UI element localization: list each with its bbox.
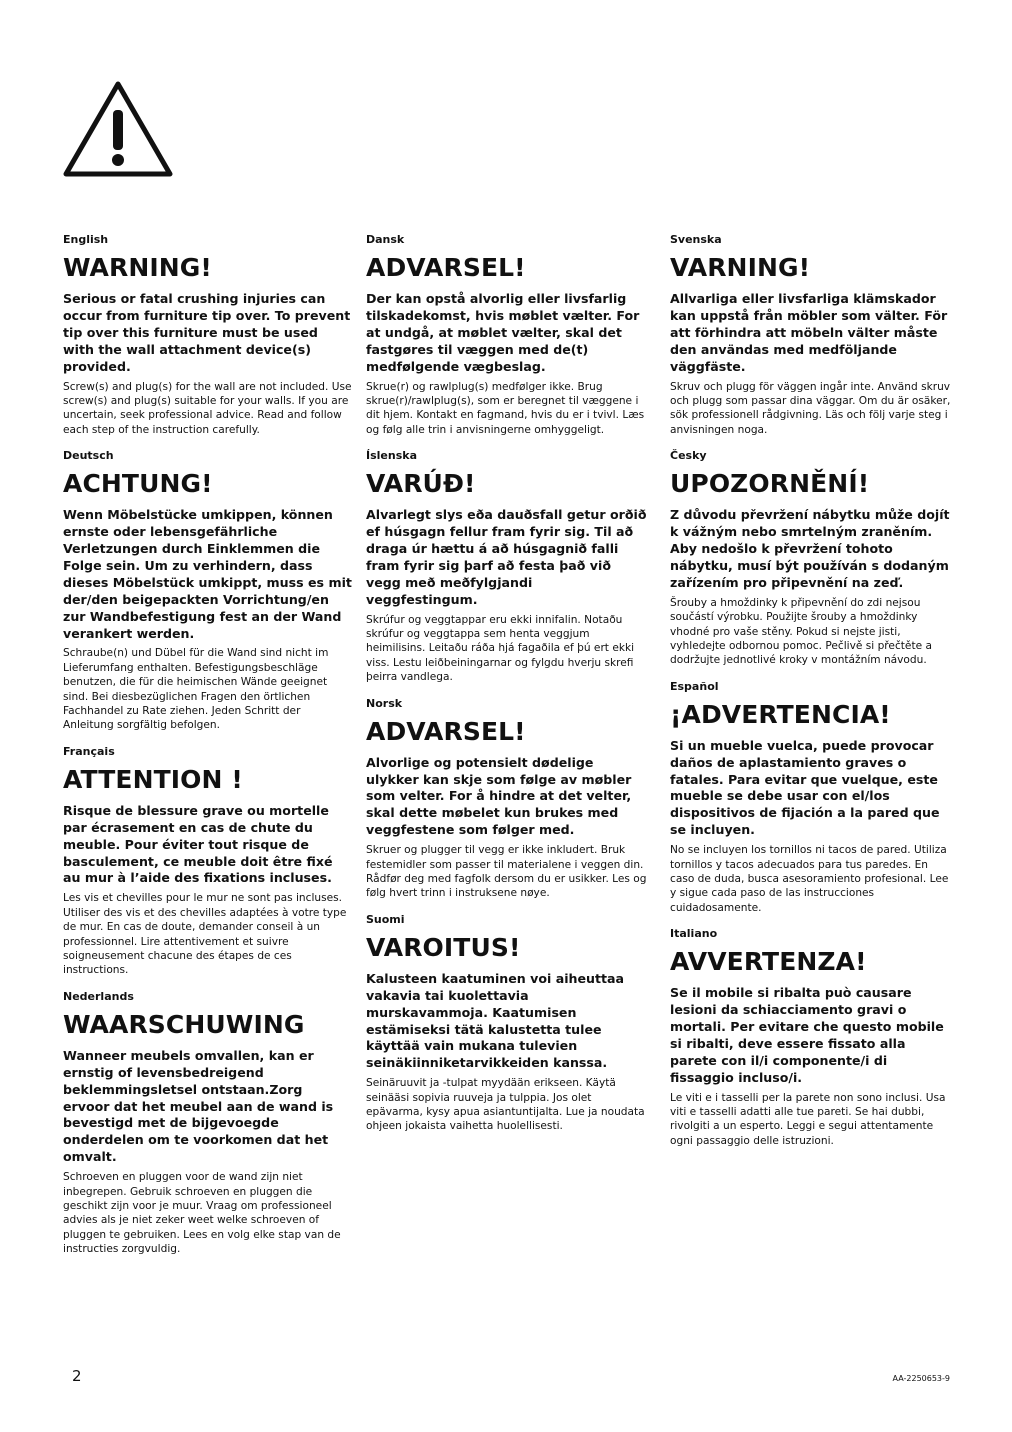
- language-label: Dansk: [366, 233, 405, 246]
- warning-title: ADVARSEL!: [366, 716, 526, 746]
- warning-title: ADVARSEL!: [366, 253, 526, 282]
- warning-lead: Z důvodu převržení nábytku může dojít k vážným nebo smrtelným zraněním. Aby nedošlo k převržení tohoto nábytku, musí být používán s dodaným zařízením pro připevnění na zeď.: [670, 507, 950, 590]
- warning-lead: Kalusteen kaatuminen voi aiheuttaa vakavia tai kuolettavia murskavammoja. Kaatumisen estämiseksi tätä kalustetta tulee käyttää vain mukana tulevien seinäkiinniketarvikkeiden kanssa.: [366, 970, 625, 1071]
- warning-body: Seinäruuvit ja -tulpat myydään erikseen. Käytä seinääsi sopivia ruuveja ja tulppia. Jos olet epävarma, kysy apua asiantuntijalta. Lue ja noudata ohjeen jokaista vaihetta huolellisesti.: [366, 1077, 645, 1133]
- warning-lead: Allvarliga eller livsfarliga klämskador kan uppstå från möbler som välter. För att förhindra att möbeln välter måste den användas med medföljande väggfäste.: [670, 291, 948, 374]
- language-label: Français: [63, 744, 115, 758]
- language-label: Deutsch: [63, 449, 114, 463]
- warning-body: Schroeven en pluggen voor de wand zijn niet inbegrepen. Gebruik schroeven en pluggen die geschikt zijn voor je muur. Vraag om professioneel advies als je niet zeker weet welke schroeven of pluggen te gebruiken. Lees en volg elke stap van de instructies zorgvuldig.: [63, 1171, 341, 1256]
- language-label: English: [63, 233, 109, 246]
- warning-body: Les vis et chevilles pour le mur ne sont pas incluses. Utiliser des vis et des chevilles adaptées à votre type de mur. En cas de doute, demander conseil à un professionnel. Lire attentivement et suivre soigneusement chacune des étapes de ces instructions.: [63, 892, 347, 977]
- column-right: [670, 233, 952, 1160]
- warning-body: Screw(s) and plug(s) for the wall are not included. Use screw(s) and plug(s) suitable for your walls. If you are uncertain, seek professional advice. Read and follow each step of the instruction carefully.: [63, 380, 352, 436]
- language-section: [63, 233, 353, 437]
- warning-lead: Wanneer meubels omvallen, kan er ernstig of levensbedreigend beklemmingsletsel ontstaan.Zorg ervoor dat het meubel aan de wand is bevestigd met de bijgevoegde onderdelen om te voorkomen dat het omvalt.: [63, 1047, 334, 1165]
- warning-lead: Der kan opstå alvorlig eller livsfarlig tilskadekomst, hvis møblet vælter. For at undgå, at møblet vælter, skal det fastgøres til væggen med de(t) medfølgende vægbeslag.: [366, 291, 640, 374]
- warning-body: Skrúfur og veggtappar eru ekki innifalin. Notaðu skrúfur og veggtappa sem henta veggjum heimilisins. Leitaðu ráða hjá fagaðila ef þú ert ekki viss. Lestu leiðbeiningarnar og fylgdu hverju skrefi þeirra vandlega.: [366, 613, 635, 684]
- warning-title: ACHTUNG!: [63, 469, 213, 499]
- warning-title: UPOZORNĚNÍ!: [670, 469, 870, 499]
- language-label: Íslenska: [366, 449, 417, 463]
- language-section: [366, 449, 648, 684]
- warning-lead: Serious or fatal crushing injuries can occur from furniture tip over. To prevent tip over this furniture must be used with the wall attachment device(s) provided.: [63, 291, 351, 374]
- language-section: [670, 927, 952, 1148]
- warning-lead: Wenn Möbelstücke umkippen, können ernste oder lebensgefährliche Verletzungen durch Einklemmen die Folge sein. Um zu verhindern, dass dieses Möbelstück umkippt, muss es mit der/den beigepackten Vorrichtung/en zur Wandbefestigung fest an der Wand verankert werden.: [63, 507, 352, 641]
- warning-body: No se incluyen los tornillos ni tacos de pared. Utiliza tornillos y tacos adecuados para tus paredes. En caso de duda, busca asesoramiento profesional. Lee y sigue cada paso de las instrucciones cuidadosamente.: [670, 844, 949, 914]
- language-section: [63, 745, 353, 978]
- language-section: [366, 913, 648, 1134]
- warning-lead: Si un mueble vuelca, puede provocar daños de aplastamiento graves o fatales. Para evitar que vuelque, este mueble se debe usar con el/los dispositivos de fijación a la pared que se incluyen.: [670, 737, 940, 838]
- warning-body: Skruv och plugg för väggen ingår inte. Använd skruv och plugg som passar dina väggar. Om du är osäker, sök professionell rådgivning. Läs och följ varje steg i anvisningen noga.: [670, 380, 951, 436]
- warning-body: Skrue(r) og rawlplug(s) medfølger ikke. Brug skrue(r)/rawlplug(s), som er beregnet til væggene i dit hjem. Kontakt en fagmand, hvis du er i tvivl. Læs og følg alle trin i anvisningerne omhyggeligt.: [366, 380, 645, 436]
- warning-title: VARÚÐ!: [366, 469, 476, 499]
- column-middle: [366, 233, 648, 1146]
- warning-title: ATTENTION !: [63, 764, 243, 794]
- warning-body: Le viti e i tasselli per la parete non sono inclusi. Usa viti e tasselli adatti alle tue pareti. Se hai dubbi, rivolgiti a un esperto. Leggi e segui attentamente ogni passaggio delle istruzioni.: [670, 1091, 946, 1147]
- document-id: AA-2250653-9: [892, 1374, 950, 1383]
- warning-body: Šrouby a hmoždinky k připevnění do zdi nejsou součástí výrobku. Použijte šrouby a hmoždinky vhodné pro vaše stěny. Pokud si nejste jisti, vyhledejte odbornou pomoc. Pečlivě si přečtěte a dodržujte jednotlivé kroky v montážním návodu.: [670, 596, 932, 667]
- warning-lead: Alvorlige og potensielt dødelige ulykker kan skje som følge av møbler som velter. For å hindre at det velter, skal dette møbelet kun brukes med veggfestene som følger med.: [366, 754, 632, 838]
- language-section: [670, 233, 952, 437]
- warning-lead: Risque de blessure grave ou mortelle par écrasement en cas de chute du meuble. Pour éviter tout risque de basculement, ce meuble doit être fixé au mur à l’aide des fixations incluses.: [63, 802, 333, 886]
- language-section: [366, 233, 648, 437]
- warning-body: Skruer og plugger til vegg er ikke inkludert. Bruk festemidler som passer til materialene i veggen din. Rådfør deg med fagfolk dersom du er usikker. Les og følg hvert trinn i instruksene nøye.: [366, 844, 647, 900]
- warning-triangle-icon: [62, 80, 174, 180]
- language-section: [670, 449, 952, 668]
- page-number: 2: [72, 1367, 82, 1385]
- language-label: Italiano: [670, 927, 718, 941]
- language-label: Česky: [670, 449, 707, 463]
- language-label: Nederlands: [63, 989, 134, 1003]
- warning-title: WARNING!: [63, 253, 212, 282]
- warning-title: VARNING!: [670, 253, 811, 282]
- language-section: [366, 697, 648, 901]
- warning-title: VAROITUS!: [366, 932, 521, 962]
- language-label: Norsk: [366, 696, 403, 710]
- language-label: Español: [670, 679, 719, 693]
- language-section: [63, 990, 353, 1257]
- warning-title: ¡ADVERTENCIA!: [670, 699, 891, 729]
- language-section: [670, 680, 952, 915]
- warning-title: AVVERTENZA!: [670, 947, 867, 977]
- warning-body: Schraube(n) und Dübel für die Wand sind nicht im Lieferumfang enthalten. Befestigungsbeschläge benutzen, die für die heimischen Wände geeignet sind. Bei diesbezüglichen Fragen den örtlichen Fachhandel zu Rate ziehen. Jeden Schritt der Anleitung sorgfältig befolgen.: [63, 647, 329, 732]
- language-label: Svenska: [670, 233, 722, 246]
- warning-lead: Se il mobile si ribalta può causare lesioni da schiacciamento gravi o mortali. Per evitare che questo mobile si ribalti, deve essere fissato alla parete con il/i componente/i di fissaggio incluso/i.: [670, 985, 944, 1085]
- language-section: [63, 449, 353, 733]
- warning-lead: Alvarlegt slys eða dauðsfall getur orðið ef húsgagn fellur fram fyrir sig. Til að draga úr hættu á að húsgagnið falli fram fyrir sig þarf að festa það við vegg með meðfylgjandi veggfestingum.: [366, 507, 647, 607]
- column-left: [63, 233, 353, 1269]
- language-label: Suomi: [366, 912, 405, 926]
- warning-title: WAARSCHUWING: [63, 1009, 305, 1039]
